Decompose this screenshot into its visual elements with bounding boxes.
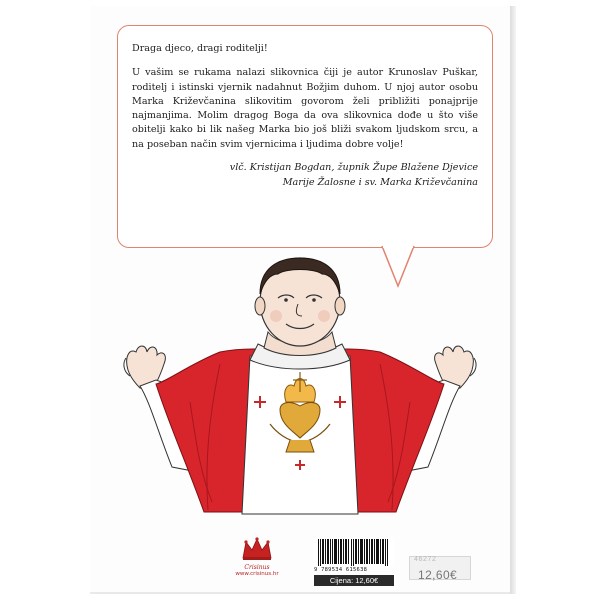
body-text: U vašim se rukama nalazi slikovnica čiji je autor Krunoslav Puškar, roditelj i istinski vjernik nadahnut Božjim duhom. U njoj autor osobu Marka Križevčanina slikovitim govorom želi približiti ponajprije najmanjima. Molim dragog Boga da ova slikovnica dođe u što više obitelji kako bi lik našeg Marka bio još bliži svakom ljudskom srcu, a na poseban način svim vjernicima i ljudima dobre volje! — [132, 67, 478, 150]
signature — [132, 160, 478, 190]
publisher-url: www.crisinus.hr — [235, 571, 279, 577]
signature-line-1: vlč. Kristijan Bogdan, župnik Župe Blažene Djevice — [229, 162, 478, 174]
publisher-name: Crisinus — [244, 564, 270, 571]
price-label: Cijena: 12,60€ — [314, 575, 394, 586]
sticker-price: 12,60€ — [418, 568, 458, 582]
crown-icon — [240, 536, 274, 562]
publisher-logo — [222, 536, 292, 586]
priest-illustration — [100, 252, 500, 522]
book-spine-edge — [510, 6, 516, 594]
sticker-code: 46272 — [414, 556, 437, 563]
signature-line-2: Marije Žalosne i sv. Marka Križevčanina — [282, 177, 478, 189]
isbn-number: 9 789534 615638 — [314, 567, 368, 573]
barcode-icon — [314, 538, 394, 566]
barcode-block — [314, 538, 394, 592]
greeting-text: Draga djeco, dragi roditelji! — [132, 43, 268, 54]
speech-bubble — [117, 25, 493, 248]
